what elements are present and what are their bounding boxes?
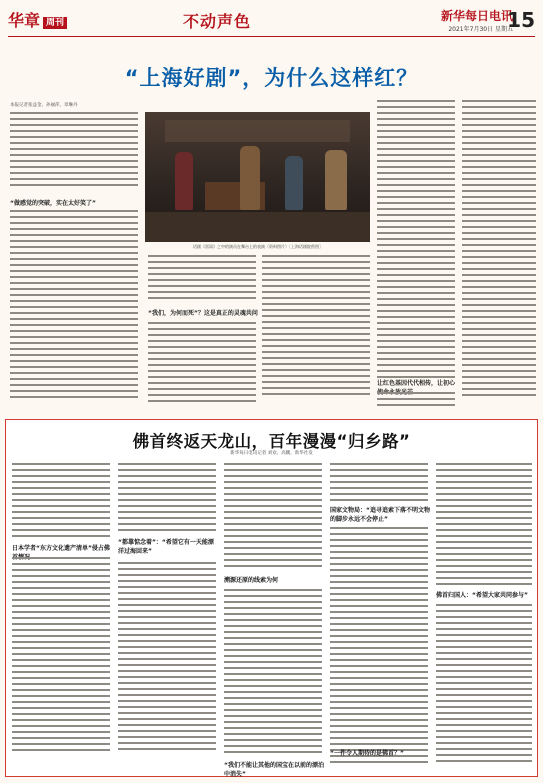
text-column [436,604,532,766]
top-byline: 本报记者张益金、孙丽萍、章琳丹 [10,103,78,108]
text-column [224,463,322,571]
subhead: “做感觉的突破，实在太好笑了” [10,200,96,207]
text-column [330,527,428,767]
subhead: 佛首归国人：“希望大家共同参与” [436,592,528,599]
subhead: 国家文物局：“追寻追索下落不明文物的脚步永远不会停止” [330,507,430,523]
column-name: 不动声色 [183,12,252,31]
subhead: 溯源还原的线索为何 [224,577,279,584]
subhead: “我们，为何而死”？这是真正的灵魂共问 [148,310,258,317]
text-column [10,210,138,402]
stage-photo [145,112,370,242]
page-number: 15 [507,8,535,32]
section-brand [8,8,67,31]
text-column [330,463,428,505]
text-column [12,557,110,755]
top-headline: “上海好剧”，为什么这样红？ [124,66,419,90]
section-tag: 周刊 [43,17,67,29]
text-column [377,392,455,410]
photo-caption: 话剧《雷雨》之中的演员在舞台上的表演（资料图片）［上海话剧院供图］ [193,244,323,249]
masthead [8,6,535,37]
section-brand-text: 华章 [8,11,41,30]
subhead: “我们不能让其他的国宝在以前的漂泊中消失” [224,762,324,778]
text-column [12,463,110,541]
text-column [148,255,256,303]
subhead: 让红色基因代代相传，让初心 [377,380,456,387]
paper-name: 新华每日电讯 [440,9,513,23]
text-column [118,463,216,535]
text-column [436,463,532,589]
text-column [118,562,216,754]
bottom-headline: 佛首终返天龙山，百年漫漫“归乡路” [132,432,411,451]
subhead: “都靠惦念着”：“希望它有一天能漂洋过海回来” [118,539,214,555]
date-line: 2021年7月30日 星期五 [448,26,513,33]
text-column [148,322,256,406]
text-column [262,255,370,399]
paper-block [441,7,513,33]
text-column [377,100,455,382]
subhead: “一件令人期待的是佛首？” [330,750,404,757]
bottom-byline: 新华每日电讯记者 刘欢、高鹏，新华社发 [230,451,313,456]
subhead: 日本学者“东方文化遗产清单”侵占佛 [12,545,110,552]
text-column [10,112,138,190]
text-column [224,589,322,757]
text-column [462,100,536,400]
